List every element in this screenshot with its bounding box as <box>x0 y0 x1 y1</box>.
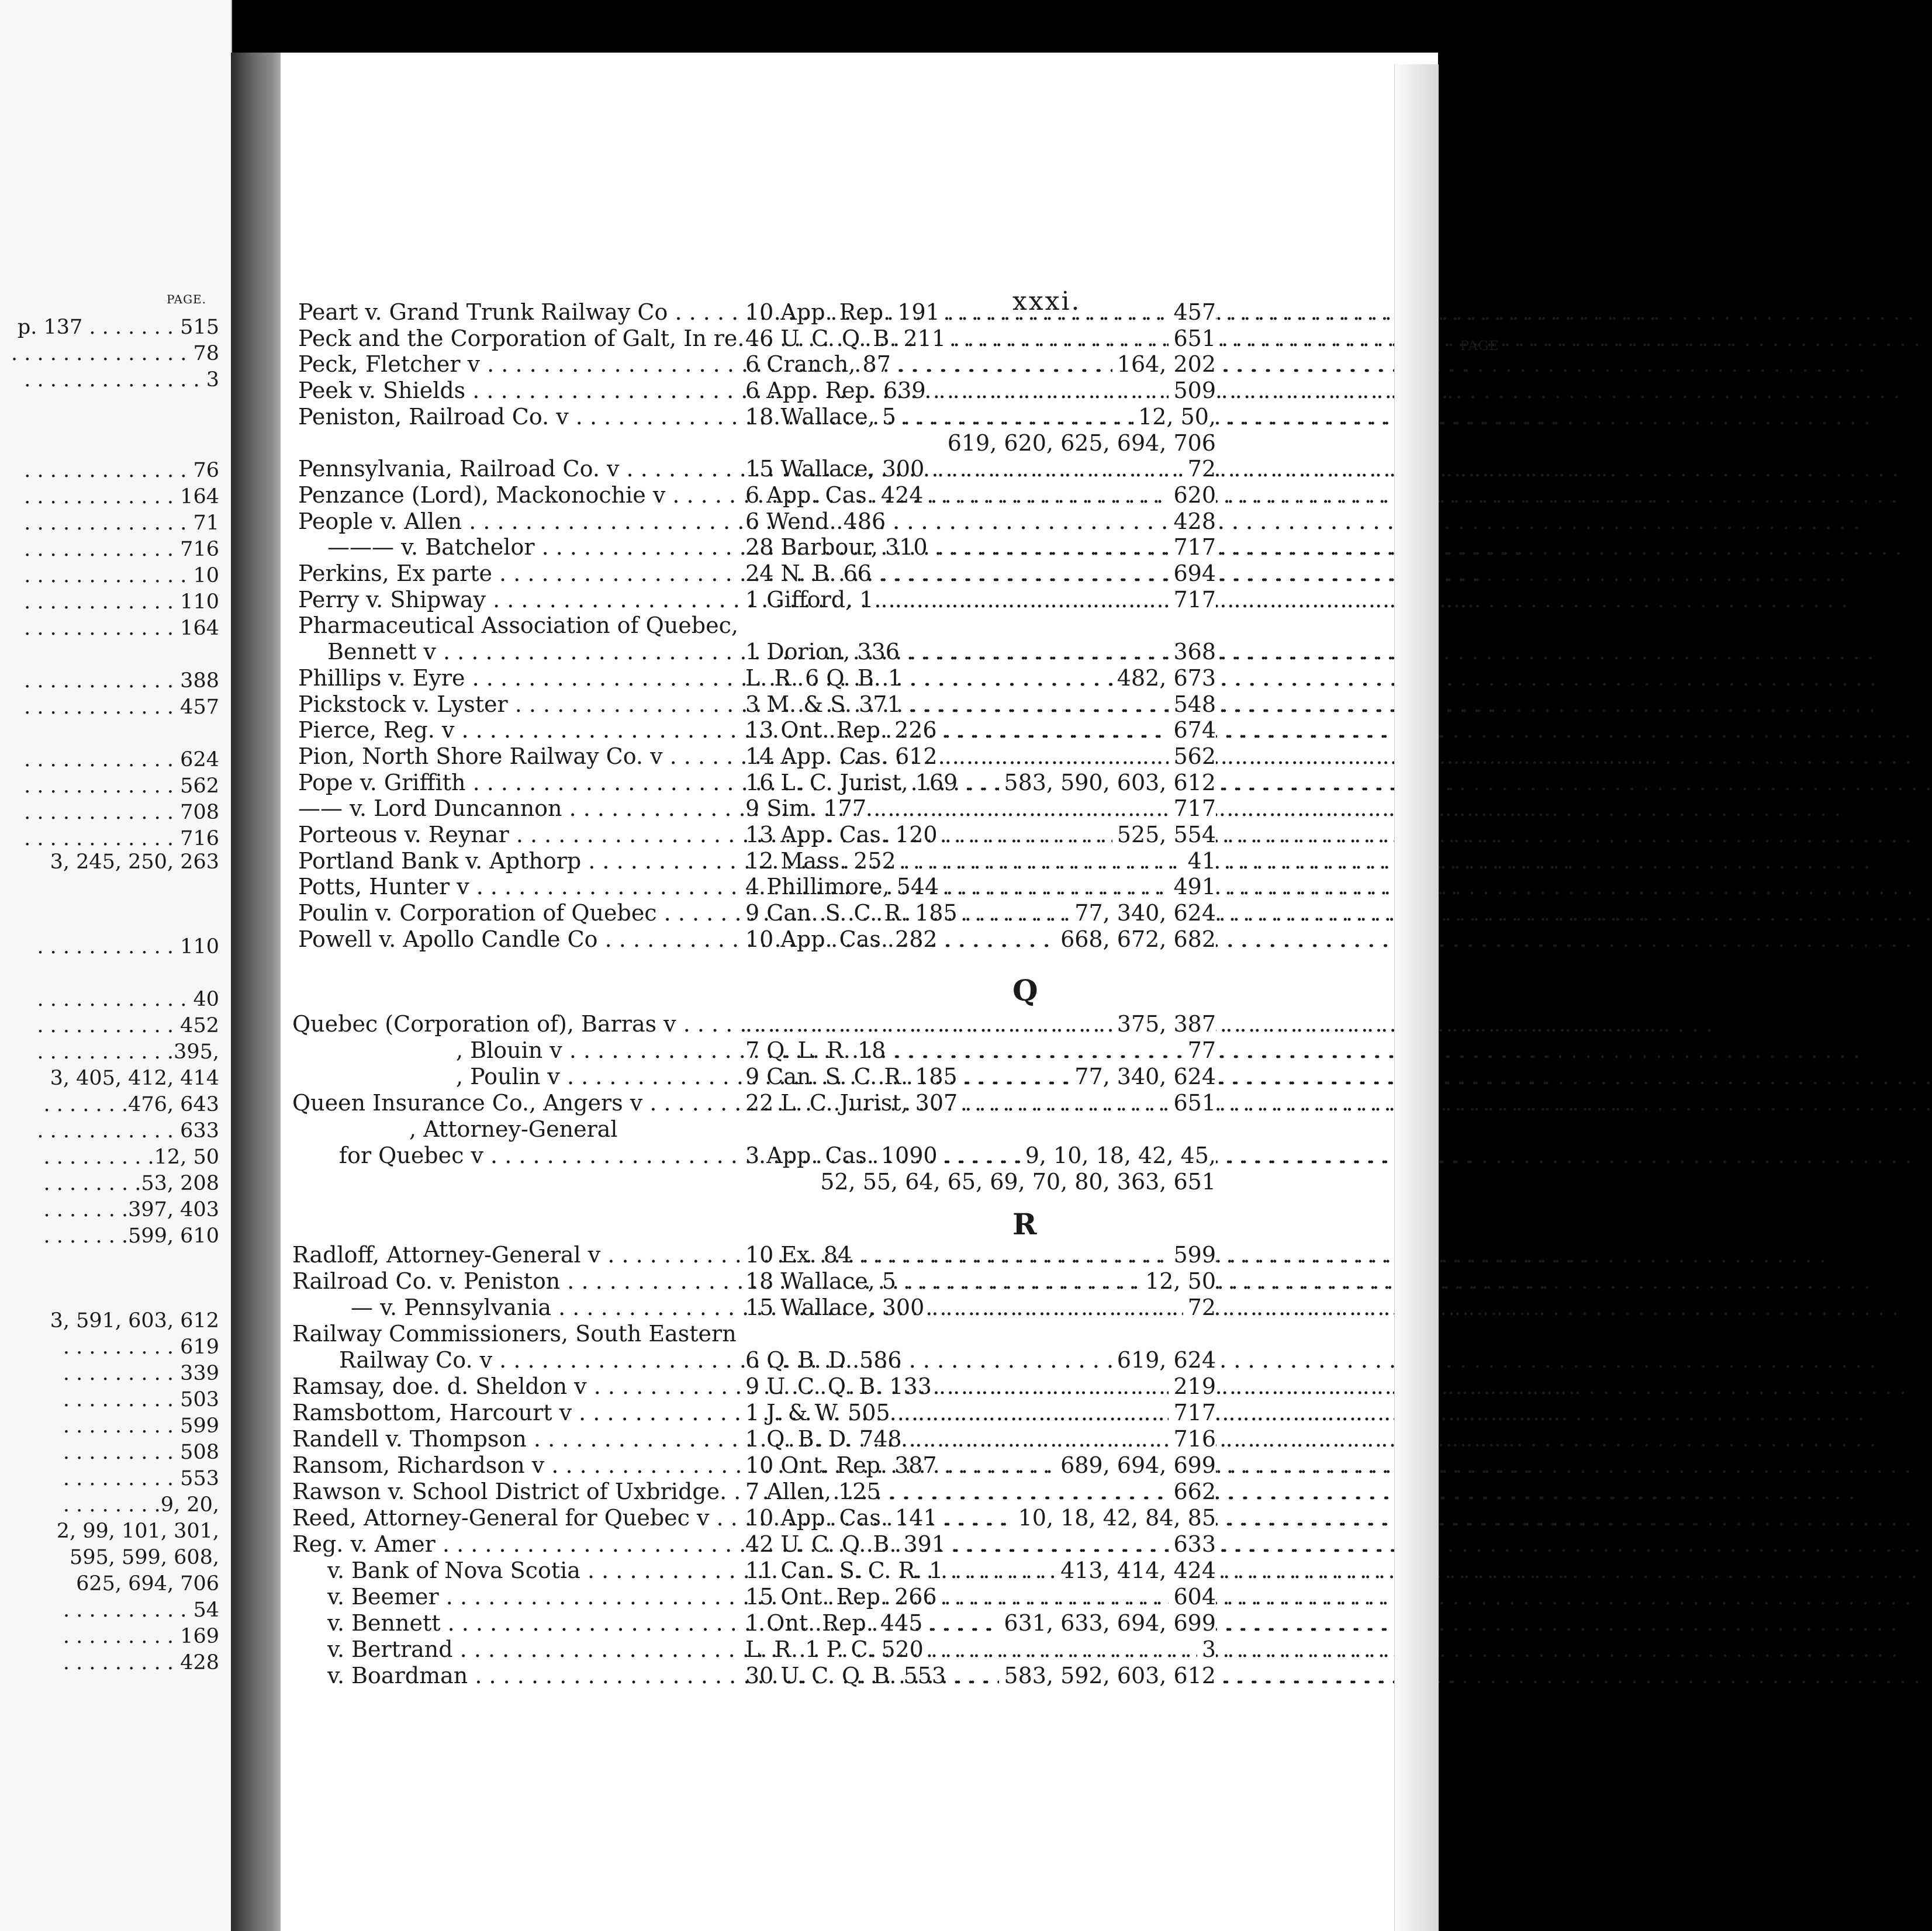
citation: 22 L. C. Jurist, 307 . . . <box>745 1090 1201 1116</box>
left-page-row: . . . . . . . . . . . . . 10 <box>24 564 219 587</box>
page-references: 674 <box>1169 717 1216 743</box>
index-entry <box>281 1090 1216 1116</box>
index-entry <box>281 1636 1216 1662</box>
index-entry <box>281 404 1216 430</box>
index-entry <box>281 848 1216 874</box>
page-references: 525, 554 <box>1112 822 1216 847</box>
page-references: 694 <box>1169 560 1216 586</box>
page-references: 651 <box>1169 326 1216 351</box>
left-page-row: . . . . . . .476, 643 <box>43 1093 219 1116</box>
index-entry <box>281 1037 1216 1063</box>
left-page-row: . . . . . . . . . . 54 <box>63 1598 219 1622</box>
citation: 11 Can. S. C. R. 1 . . . <box>745 1558 1201 1583</box>
left-page-row: . . . . . . . . . . . . 40 <box>37 988 219 1011</box>
left-page-row: . . . . . . . . . . . . 388 <box>24 669 219 693</box>
index-entry <box>281 1143 1216 1168</box>
case-name: Potts, Hunter v . . . <box>298 874 731 899</box>
case-name: Ramsbottom, Harcourt v . . . <box>292 1400 731 1425</box>
citation: 12 Mass. 252 . . . <box>745 848 1201 874</box>
case-name: ——— v. Batchelor . . . <box>327 534 731 560</box>
left-page-row: . . . . . . . . . . . . 624 <box>24 748 219 771</box>
case-name: for Quebec v . . . <box>339 1143 731 1168</box>
left-page-row: . . . . . . . . . . . . 110 <box>24 590 219 614</box>
case-name: —— v. Lord Duncannon . . . <box>298 795 731 821</box>
citation: L. R. 6 Q. B. 1 . . . <box>745 665 1201 691</box>
left-page-row: . . . . . . . . . . . . 457 <box>24 695 219 719</box>
page-references: 583, 592, 603, 612 <box>999 1663 1216 1688</box>
page-references: 10, 18, 42, 84, 85 <box>1014 1505 1216 1531</box>
case-name: Pierce, Reg. v . . . <box>298 717 731 743</box>
case-name: Railway Commissioners, South Eastern <box>292 1321 737 1347</box>
citation: 14 App. Cas. 612 . . . <box>745 743 1201 769</box>
left-page-row: . . . . . . . . . 619 <box>63 1335 219 1359</box>
page-references: 3 <box>1197 1636 1216 1662</box>
section-heading-q: Q <box>1012 973 1038 1008</box>
page-references: 717 <box>1169 534 1216 560</box>
case-name: , Blouin v . . . <box>456 1037 731 1063</box>
case-name: Bennett v . . . <box>327 639 731 665</box>
case-name: Quebec (Corporation of), Barras v . . . <box>292 1011 731 1037</box>
index-entry <box>281 1242 1216 1268</box>
index-entry <box>281 691 1216 717</box>
left-page-row: . . . . . . . . .12, 50 <box>43 1146 219 1169</box>
index-entry <box>281 430 1216 456</box>
page-references: 12, 50, <box>1133 404 1216 430</box>
page-references: 164, 202 <box>1112 351 1216 377</box>
left-page-row: . . . . . . . . . . . . 716 <box>24 827 219 850</box>
citation: 6 Cranch, 87 . . . <box>745 351 1201 377</box>
citation: 13 Ont. Rep. 226 . . . <box>745 717 1201 743</box>
index-entry <box>281 874 1216 899</box>
index-entry <box>281 795 1216 821</box>
case-name: Peck and the Corporation of Galt, In re. . . . <box>298 326 731 351</box>
left-page-row: 3, 405, 412, 414 <box>50 1067 219 1090</box>
citation: 16 L. C. Jurist, 169 . . . <box>745 770 1201 795</box>
page-references: 52, 55, 64, 65, 69, 70, 80, 363, 651 <box>820 1169 1216 1195</box>
left-page-row: . . . . . . . . . . . . 708 <box>24 801 219 824</box>
left-page-row: 3, 245, 250, 263 <box>50 850 219 874</box>
page-references: 219 <box>1169 1373 1216 1399</box>
index-entry <box>281 1610 1216 1636</box>
left-page-row: 595, 599, 608, <box>69 1546 219 1569</box>
case-name: Railroad Co. v. Peniston . . . <box>292 1268 731 1294</box>
index-entry <box>281 508 1216 534</box>
citation: 46 U. C. Q. B. 211 . . . <box>745 326 1201 351</box>
case-name: Pennsylvania, Railroad Co. v . . . <box>298 456 731 482</box>
index-entry <box>281 1373 1216 1399</box>
page-references: 413, 414, 424 <box>1056 1558 1216 1583</box>
citation: 13 App. Cas. 120 . . . <box>745 822 1201 847</box>
case-name: v. Boardman . . . <box>327 1663 731 1688</box>
index-entry <box>281 770 1216 795</box>
left-page-row: . . . . . . . .9, 20, <box>63 1493 219 1517</box>
index-entry <box>281 1116 1216 1142</box>
citation: 15 Ont. Rep. 266 . . . <box>745 1584 1201 1610</box>
left-page-row: . . . . . . . . . 553 <box>63 1467 219 1490</box>
case-name: Reg. v. Amer . . . <box>292 1531 731 1557</box>
case-name: Radloff, Attorney-General v . . . <box>292 1242 731 1268</box>
citation: 1 Ont. Rep. 445 . . . <box>745 1610 1201 1636</box>
case-name: , Attorney-General <box>409 1116 618 1142</box>
index-entry <box>281 482 1216 508</box>
left-page-row: p. 137 . . . . . . . 515 <box>17 316 219 339</box>
page-column-label: PAGE <box>1460 339 1499 354</box>
page-references: 41 <box>1183 848 1216 874</box>
case-name: v. Bennett . . . <box>327 1610 731 1636</box>
citation: 9 Sim. 177 . . . <box>745 795 1201 821</box>
page-references: 668, 672, 682 <box>1056 926 1216 952</box>
citation: 10 App. Rep. 191 . . . <box>745 299 1201 325</box>
page-references: 77 <box>1183 1037 1216 1063</box>
case-name: Pope v. Griffith . . . <box>298 770 731 795</box>
citation: 6 Q. B. D. 586 . . . <box>745 1347 1201 1373</box>
page-references: 689, 694, 699 <box>1056 1452 1216 1478</box>
page-references: 651 <box>1169 1090 1216 1116</box>
index-entry <box>281 378 1216 403</box>
case-name: v. Beemer . . . <box>327 1584 731 1610</box>
citation: 4 Phillimore, 544 . . . <box>745 874 1201 899</box>
case-name: Perry v. Shipway . . . <box>298 587 731 612</box>
page-references: 491 <box>1169 874 1216 899</box>
index-entry <box>281 1400 1216 1425</box>
page-references: 375, 387 <box>1112 1011 1216 1037</box>
left-page-row: . . . . . . . . . . . . . . 78 <box>11 342 219 365</box>
case-name: , Poulin v . . . <box>456 1064 731 1089</box>
case-name: Rawson v. School District of Uxbridge. . . . <box>292 1479 731 1504</box>
page-references: 457 <box>1169 299 1216 325</box>
index-entry <box>281 717 1216 743</box>
case-name: Porteous v. Reynar . . . <box>298 822 731 847</box>
page-references: 77, 340, 624 <box>1070 900 1216 926</box>
citation: 6 App. Cas. 424 . . . <box>745 482 1201 508</box>
index-entry <box>281 1011 1216 1037</box>
page-references: 716 <box>1169 1426 1216 1452</box>
citation: 1 Gifford, 1 . . . <box>745 587 1201 612</box>
page-references: 631, 633, 694, 699 <box>999 1610 1216 1636</box>
case-name: Queen Insurance Co., Angers v . . . <box>292 1090 731 1116</box>
index-entry <box>281 1505 1216 1531</box>
left-page-row: . . . . . . . . . . . . 164 <box>24 617 219 640</box>
index-entry <box>281 1584 1216 1610</box>
citation: 18 Wallace, 5 . . . <box>745 404 1201 430</box>
case-name: People v. Allen . . . <box>298 508 731 534</box>
left-page-row: . . . . . . . . . . .395, <box>37 1040 219 1064</box>
index-entry <box>281 1295 1216 1320</box>
index-entry <box>281 456 1216 482</box>
left-page-row: . . . . . . . . . . . 110 <box>37 935 219 958</box>
right-page <box>281 53 1499 1931</box>
page-references: 662 <box>1169 1479 1216 1504</box>
left-page-row: . . . . . . . . . . . 452 <box>37 1014 219 1037</box>
left-page-row: . . . . . . . . . 508 <box>63 1441 219 1464</box>
left-page-row: 2, 99, 101, 301, <box>56 1520 219 1543</box>
citation: 24 N. B. 66 . . . <box>745 560 1201 586</box>
citation: 18 Wallace, 5 . . . <box>745 1268 1201 1294</box>
index-entry <box>281 1064 1216 1089</box>
citation: 6 App. Rep. 639 . . . <box>745 378 1201 403</box>
index-entry <box>281 743 1216 769</box>
citation: 1 Q. B. D. 748 . . . <box>745 1426 1201 1452</box>
case-name: Pharmaceutical Association of Quebec, <box>298 612 738 639</box>
page-references: 509 <box>1169 378 1216 403</box>
index-entry <box>281 560 1216 586</box>
left-page-row: . . . . . . . . . . . . 716 <box>24 538 219 561</box>
page-references: 72 <box>1183 1295 1216 1320</box>
left-page-row: . . . . . . . . . . . . . 76 <box>24 459 219 482</box>
citation: 10 Ex. 84 . . . <box>745 1242 1201 1268</box>
citation: L. R. 1 P. C. 520 . . . <box>745 1636 1201 1662</box>
case-name: Poulin v. Corporation of Quebec . . . <box>298 900 731 926</box>
index-entry <box>281 534 1216 560</box>
case-name: Portland Bank v. Apthorp . . . <box>298 848 731 874</box>
page-references: 717 <box>1169 1400 1216 1425</box>
citation: 30 U. C. Q. B. 553 . . . <box>745 1663 1201 1688</box>
case-name: Peart v. Grand Trunk Railway Co . . . <box>298 299 731 325</box>
page-references: 620 <box>1169 482 1216 508</box>
citation: 1 J. & W. 505 . . . <box>745 1400 1201 1425</box>
citation: 3 App. Cas. 1090 . . . <box>745 1143 1201 1168</box>
index-entry <box>281 1347 1216 1373</box>
index-entry <box>281 1663 1216 1688</box>
case-name: — v. Pennsylvania . . . <box>351 1295 731 1320</box>
index-entry <box>281 1169 1216 1195</box>
index-entry <box>281 639 1216 665</box>
citation: 9 Can. S. C. R. 185 . . . <box>745 900 1201 926</box>
page-stack-edge <box>1394 64 1439 1931</box>
index-entry <box>281 612 1216 638</box>
citation: 10 App. Cas. 282 . . . <box>745 926 1201 952</box>
left-page-row: . . . . . . . . . 599 <box>63 1414 219 1438</box>
index-entry <box>281 1426 1216 1452</box>
page-references: 619, 620, 625, 694, 706 <box>947 430 1216 456</box>
page-references: 9, 10, 18, 42, 45, <box>1021 1143 1216 1168</box>
left-page-row: . . . . . . . . . 169 <box>63 1625 219 1648</box>
page-references: 717 <box>1169 795 1216 821</box>
index-entry <box>281 1268 1216 1294</box>
case-name: Ramsay, doe. d. Sheldon v . . . <box>292 1373 731 1399</box>
index-entry <box>281 351 1216 377</box>
index-entry <box>281 926 1216 952</box>
left-page-row: . . . . . . .397, 403 <box>43 1198 219 1221</box>
section-heading-r: R <box>1012 1207 1037 1241</box>
left-page-row: . . . . . . . . . . . . 562 <box>24 774 219 798</box>
case-name: Ransom, Richardson v . . . <box>292 1452 731 1478</box>
page-references: 599 <box>1169 1242 1216 1268</box>
case-name: Reed, Attorney-General for Quebec v . . . <box>292 1505 731 1531</box>
index-entry <box>281 1452 1216 1478</box>
index-entry <box>281 1558 1216 1583</box>
index-entry <box>281 299 1216 325</box>
left-page-column-label: PAGE. <box>167 292 206 306</box>
case-name: Peek v. Shields . . . <box>298 378 731 403</box>
citation: 9 Can. S. C. R. 185 . . . <box>745 1064 1201 1089</box>
index-entry <box>281 822 1216 847</box>
page-references: 633 <box>1169 1531 1216 1557</box>
left-page-row: . . . . . . . . . . . 633 <box>37 1119 219 1143</box>
index-entry <box>281 587 1216 612</box>
left-page-row: 3, 591, 603, 612 <box>50 1309 219 1333</box>
case-name: Pickstock v. Lyster . . . <box>298 691 731 717</box>
citation: 15 Wallace, 300 . . . <box>745 456 1201 482</box>
left-page-row: . . . . . . .599, 610 <box>43 1224 219 1248</box>
left-page-row: . . . . . . . . . 339 <box>63 1362 219 1385</box>
page-references: 562 <box>1169 743 1216 769</box>
citation: 10 Ont. Rep. 387 . . . <box>745 1452 1201 1478</box>
page-references: 619, 624 <box>1112 1347 1216 1373</box>
page-references: 583, 590, 603, 612 <box>999 770 1216 795</box>
citation: 1 Dorion, 336 . . . <box>745 639 1201 665</box>
case-name: Pion, North Shore Railway Co. v . . . <box>298 743 731 769</box>
page-references: 604 <box>1169 1584 1216 1610</box>
index-entry <box>281 665 1216 691</box>
page-number: xxxi. <box>1012 286 1081 316</box>
page-references: 368 <box>1169 639 1216 665</box>
index-entry <box>281 900 1216 926</box>
page-references: 428 <box>1169 508 1216 534</box>
citation: 9 U. C. Q. B. 133 . . . <box>745 1373 1201 1399</box>
case-name: Peniston, Railroad Co. v . . . <box>298 404 731 430</box>
case-name: v. Bertrand . . . <box>327 1636 731 1662</box>
citation: 7 Q. L. R. 18 . . . <box>745 1037 1201 1063</box>
page-references: 77, 340, 624 <box>1070 1064 1216 1089</box>
case-name: Peck, Fletcher v . . . <box>298 351 731 377</box>
page-references: 72 <box>1183 456 1216 482</box>
index-entry <box>281 1479 1216 1504</box>
left-page-row: . . . . . . . . . . . . . 71 <box>24 511 219 535</box>
left-page-fragment <box>0 0 232 1931</box>
left-page-row: . . . . . . . . . 428 <box>63 1651 219 1674</box>
left-page-row: . . . . . . . . . 503 <box>63 1388 219 1411</box>
case-name: Penzance (Lord), Mackonochie v . . . <box>298 482 731 508</box>
citation: 3 M. & S. 371 . . . <box>745 691 1201 717</box>
left-page-row: . . . . . . . . . . . . 164 <box>24 485 219 508</box>
citation: 7 Allen, 125 . . . <box>745 1479 1201 1504</box>
case-name: Phillips v. Eyre . . . <box>298 665 731 691</box>
case-name: Perkins, Ex parte . . . <box>298 560 731 586</box>
page-references: 717 <box>1169 587 1216 612</box>
case-name: Railway Co. v . . . <box>339 1347 731 1373</box>
case-name: Powell v. Apollo Candle Co . . . <box>298 926 731 952</box>
case-name: Randell v. Thompson . . . <box>292 1426 731 1452</box>
page-references: 482, 673 <box>1112 665 1216 691</box>
left-page-row: . . . . . . . . . . . . . . 3 <box>24 368 219 392</box>
citation: 15 Wallace, 300 . . . <box>745 1295 1201 1320</box>
citation: 42 U. C. Q. B. 391 . . . <box>745 1531 1201 1557</box>
left-page-row: 625, 694, 706 <box>76 1572 219 1596</box>
index-entry <box>281 1321 1216 1347</box>
page-references: 12, 50 <box>1140 1268 1216 1294</box>
index-entry <box>281 1531 1216 1557</box>
case-name: v. Bank of Nova Scotia . . . <box>327 1558 731 1583</box>
citation: 28 Barbour, 310 . . . <box>745 534 1201 560</box>
citation: 10 App. Cas. 141 . . . <box>745 1505 1201 1531</box>
page-references: 548 <box>1169 691 1216 717</box>
left-page-row: . . . . . . . .53, 208 <box>43 1172 219 1195</box>
citation: 6 Wend. 486 . . . <box>745 508 1201 534</box>
index-entry <box>281 326 1216 351</box>
